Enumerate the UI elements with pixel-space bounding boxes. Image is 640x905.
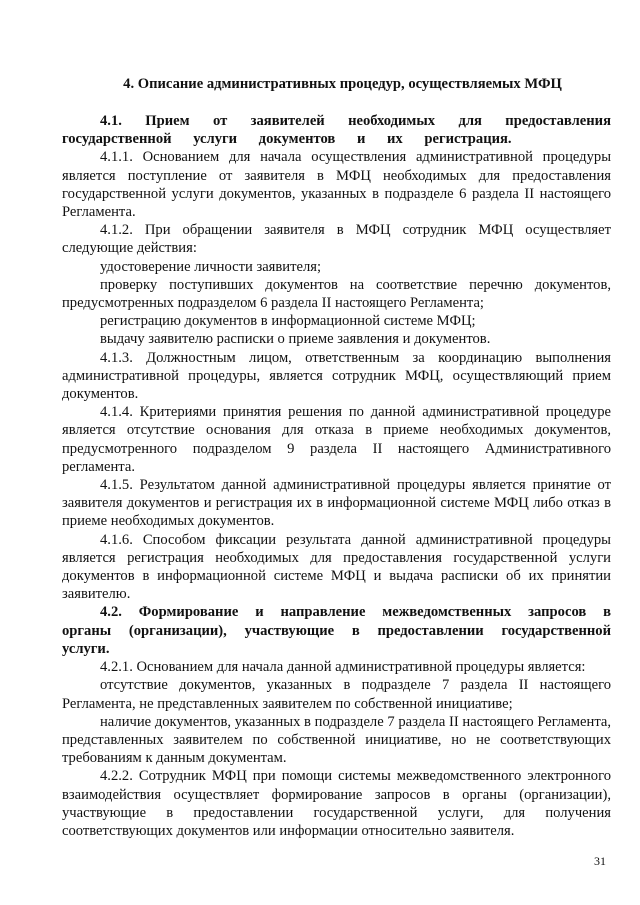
- paragraph-4-2-2: 4.2.2. Сотрудник МФЦ при помощи системы межведомственного электронного взаимодействия осуществляет формирование запросов в органы (организации), участвующие в предоставлении государственной услуги, для получения соответствующих документов или информации относительно заявителя.: [62, 768, 611, 839]
- list-item-identity-check: удостоверение личности заявителя;: [100, 258, 322, 275]
- subsection-heading-4-1: 4.1. Прием от заявителей необходимых для предоставления государственной услуги документов и их регистрация.: [62, 113, 611, 148]
- list-item-documents-absent: отсутствие документов, указанных в подразделе 7 раздела II настоящего Регламента, не представленных заявителем по собственной инициативе;: [62, 677, 611, 712]
- paragraph-4-1-1: 4.1.1. Основанием для начала осуществления административной процедуры является поступление от заявителя в МФЦ необходимых для предоставления государственной услуги документов, указанных в подразделе 6 раздела II настоящего Регламента.: [62, 149, 611, 221]
- subsection-heading-4-2: 4.2. Формирование и направление межведомственных запросов в органы (организации), участвующие в предоставлении государственной услуги.: [62, 604, 611, 657]
- list-item-document-check: проверку поступивших документов на соответствие перечню документов, предусмотренных подразделом 6 раздела II настоящего Регламента;: [62, 276, 611, 312]
- paragraph-4-2-1: 4.2.1. Основанием для начала данной административной процедуры является:: [100, 659, 586, 676]
- paragraph-4-1-5: 4.1.5. Результатом данной административной процедуры является принятие от заявителя документов и регистрация их в информационной системе МФЦ либо отказ в приеме необходимых документов.: [62, 477, 611, 530]
- paragraph-4-1-6: 4.1.6. Способом фиксации результата данной административной процедуры является регистрация необходимых для предоставления государственной услуги документов в информационной системе МФЦ и выдача расписки об их принятии заявителю.: [62, 531, 611, 603]
- paragraph-4-1-3: 4.1.3. Должностным лицом, ответственным за координацию выполнения административной процедуры, является сотрудник МФЦ, осуществляющий прием документов.: [62, 349, 611, 403]
- paragraph-4-1-4: 4.1.4. Критериями принятия решения по данной административной процедуре является отсутствие основания для отказа в приеме необходимых документов, предусмотренного подразделом 9 раздела II настоящего Административного регламента.: [62, 404, 611, 475]
- section-title: 4. Описание административных процедур, осуществляемых МФЦ: [123, 76, 562, 92]
- list-item-documents-nonconforming: наличие документов, указанных в подразделе 7 раздела II настоящего Регламента, представленных заявителем по собственной инициативе, но не соответствующих требованиям к данным документам.: [62, 713, 611, 767]
- list-item-receipt: выдачу заявителю расписки о приеме заявления и документов.: [100, 331, 491, 348]
- list-item-registration: регистрацию документов в информационной системе МФЦ;: [100, 313, 476, 330]
- page-number: 31: [594, 854, 606, 868]
- paragraph-4-1-2: 4.1.2. При обращении заявителя в МФЦ сотрудник МФЦ осуществляет следующие действия:: [62, 222, 611, 257]
- document-page: [62, 74, 611, 840]
